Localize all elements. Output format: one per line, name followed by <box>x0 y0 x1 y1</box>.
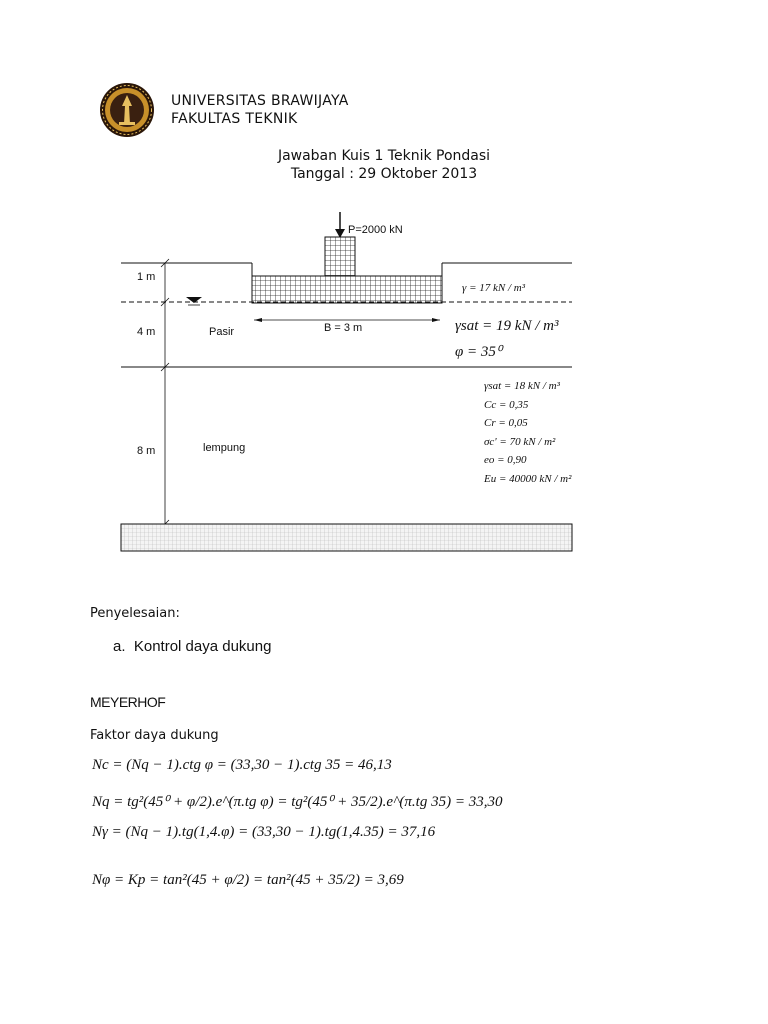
document-title: Jawaban Kuis 1 Teknik Pondasi <box>277 148 491 164</box>
clay-layer-label: lempung <box>203 442 246 454</box>
width-label: B = 3 m <box>324 322 363 334</box>
clay-prop: Eu = 40000 kN / m² <box>484 472 572 485</box>
eq-nc: Nc = (Nq − 1).ctg φ = (33,30 − 1).ctg 35 = 46,13 <box>92 757 392 773</box>
clay-prop: eo = 0,90 <box>484 454 527 466</box>
phi-sand: φ = 35⁰ <box>455 344 502 360</box>
clay-prop: σc' = 70 kN / m² <box>484 435 556 448</box>
penyelesaian-label: Penyelesaian: <box>90 606 180 621</box>
sand-layer-label: Pasir <box>209 326 235 338</box>
university-name: UNIVERSITAS BRAWIJAYA <box>171 93 349 109</box>
clay-prop: γsat = 18 kN / m³ <box>484 380 560 392</box>
faktor-label: Faktor daya dukung <box>90 728 219 743</box>
eq-nphi: Nφ = Kp = tan²(45 + φ/2) = tan²(45 + 35/2) = 3,69 <box>92 872 404 888</box>
gamma-sat-sand: γsat = 19 kN / m³ <box>455 318 559 334</box>
method-heading: MEYERHOF <box>90 694 166 710</box>
eq-nq: Nq = tg²(45⁰ + φ/2).e^(π.tg φ) = tg²(45⁰ + 35/2).e^(π.tg 35) = 33,30 <box>92 794 503 810</box>
depth-label-3: 8 m <box>137 445 156 457</box>
document-date: Tanggal : 29 Oktober 2013 <box>290 166 478 182</box>
section-a-heading: a. Kontrol daya dukung <box>113 638 272 655</box>
clay-properties <box>484 377 571 488</box>
depth-label-2: 4 m <box>137 326 156 338</box>
faculty-name: FAKULTAS TEKNIK <box>171 111 298 127</box>
clay-prop: Cc = 0,35 <box>484 398 529 411</box>
gamma-top: γ = 17 kN / m³ <box>462 282 526 294</box>
depth-label-1: 1 m <box>137 271 156 283</box>
eq-ngamma: Nγ = (Nq − 1).tg(1,4.φ) = (33,30 − 1).tg(1,4.35) = 37,16 <box>92 824 436 840</box>
load-label: P=2000 kN <box>348 224 403 236</box>
clay-prop: Cr = 0,05 <box>484 417 528 429</box>
